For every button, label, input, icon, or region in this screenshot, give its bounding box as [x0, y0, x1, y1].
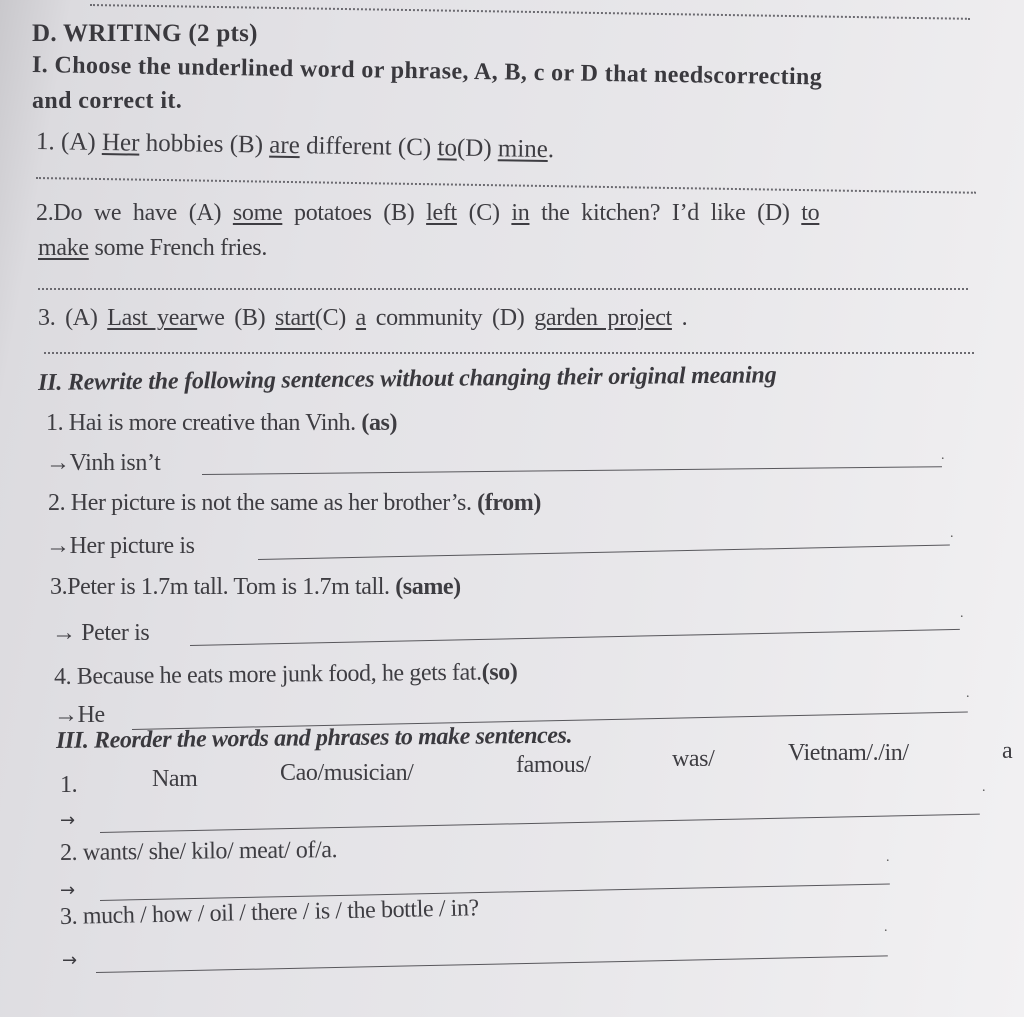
- reorder-word: Cao/musician/: [280, 760, 414, 786]
- part1-question-3: 3. (A) Last yearwe (B) start(C) a community (D) garden project .: [38, 305, 688, 331]
- reorder-word: a: [1002, 738, 1013, 764]
- option-a-underlined: some: [232, 200, 283, 226]
- part2-item-4-prompt: 4. Because he eats more junk food, he gets fat.(so): [53, 659, 518, 690]
- answer-blank-line[interactable]: [202, 466, 942, 475]
- part1-instruction-line2: and correct it.: [32, 88, 183, 114]
- part2-title: II. Rewrite the following sentences without changing their original meaning: [37, 362, 777, 396]
- answer-arrow: →: [62, 950, 78, 971]
- option-c-underlined: a: [355, 305, 367, 331]
- reorder-word: Vietnam/./in/: [788, 740, 909, 766]
- part2-item-1-answer-start: →Vinh isn’t: [46, 450, 161, 476]
- answer-blank-line[interactable]: [100, 814, 980, 833]
- part2-item-4-answer-start: →He: [54, 702, 105, 728]
- option-d-underlined-cont: make: [38, 235, 89, 261]
- answer-blank-line[interactable]: [190, 629, 960, 646]
- option-d-underlined: garden project: [534, 305, 672, 331]
- part2-item-2-answer-start: →Her picture is: [46, 533, 195, 559]
- answer-arrow: →: [60, 880, 76, 901]
- option-b-underlined: left: [426, 200, 457, 226]
- option-d-underlined: to: [801, 200, 820, 226]
- worksheet-page: D. WRITING (2 pts) I. Choose the underlined word or phrase, A, B, c or D that needscorrecting and correct it. 1. (A) Her hobbies (B) are different (C) to(D) mine. 2.Do we have (A) some potatoes (B) left (C) in the kitchen? I’d like (D) to make some French fries. 3. (A) Last yearwe (B) start(C) a community (D) garden project . II. Rewrite the following sentences without changing their original meaning 1. Hai is more creative than Vinh. (as) →Vinh isn’t . 2. Her picture is not the same as her brother’s. (from) →Her picture is . 3.Peter is 1.7m tall. Tom is 1.7m tall. (same) → Peter is . 4. Because he eats more junk food, he gets fat.(so) →He . III. Reorder the words and phrases to make sentences. 1. Nam Cao/musician/ famous/ was/ Vietnam/./in/ a → . 2. wants/ she/ kilo/ meat/ of/a. → . 3. much / how / oil / there / is / the bottle / in? → .: [0, 0, 1024, 1017]
- part1-question-2-line2: make some French fries.: [38, 235, 268, 261]
- part1-question-2-line1: 2.Do we have (A) some potatoes (B) left (C) in the kitchen? I’d like (D) to: [36, 200, 820, 226]
- option-d-underlined: mine: [497, 135, 549, 164]
- option-b-underlined: start: [275, 305, 315, 331]
- option-a-underlined: Her: [101, 129, 140, 157]
- part2-item-3-answer-start: → Peter is: [52, 620, 150, 646]
- part2-item-2-prompt: 2. Her picture is not the same as her brother’s. (from): [48, 490, 541, 516]
- section-title: D. WRITING (2 pts): [32, 20, 258, 47]
- part3-item-3-prompt: 3. much / how / oil / there / is / the bottle / in?: [59, 895, 480, 930]
- answer-arrow: →: [60, 810, 76, 831]
- option-b-underlined: are: [269, 131, 301, 160]
- part2-item-1-prompt: 1. Hai is more creative than Vinh. (as): [46, 410, 398, 436]
- answer-blank-line[interactable]: [258, 545, 950, 560]
- dotted-answer-line[interactable]: [38, 288, 968, 290]
- option-c-underlined: in: [511, 200, 530, 226]
- part3-item-2-prompt: 2. wants/ she/ kilo/ meat/ of/a.: [59, 837, 338, 866]
- part3-title: III. Reorder the words and phrases to make sentences.: [55, 722, 573, 754]
- answer-blank-line[interactable]: [96, 955, 888, 973]
- reorder-word: was/: [672, 746, 715, 772]
- hint-keyword: (as): [361, 410, 398, 436]
- option-a-underlined: Last year: [107, 305, 198, 331]
- part1-instruction-line1: I. Choose the underlined word or phrase, A, B, c or D that needscorrecting: [31, 52, 823, 91]
- part1-question-1: 1. (A) Her hobbies (B) are different (C) to(D) mine.: [35, 128, 555, 164]
- option-c-underlined: to: [437, 134, 458, 162]
- hint-keyword: (from): [477, 490, 541, 516]
- dotted-answer-line: [90, 4, 970, 20]
- reorder-word: Nam: [152, 766, 198, 792]
- part3-item-1-number: 1.: [60, 772, 78, 798]
- part2-item-3-prompt: 3.Peter is 1.7m tall. Tom is 1.7m tall. (same): [50, 574, 461, 600]
- dotted-answer-line[interactable]: [36, 177, 976, 194]
- reorder-word: famous/: [516, 752, 591, 778]
- hint-keyword: (so): [481, 659, 518, 686]
- dotted-answer-line[interactable]: [44, 352, 974, 354]
- answer-blank-line[interactable]: [100, 883, 890, 901]
- hint-keyword: (same): [395, 574, 461, 600]
